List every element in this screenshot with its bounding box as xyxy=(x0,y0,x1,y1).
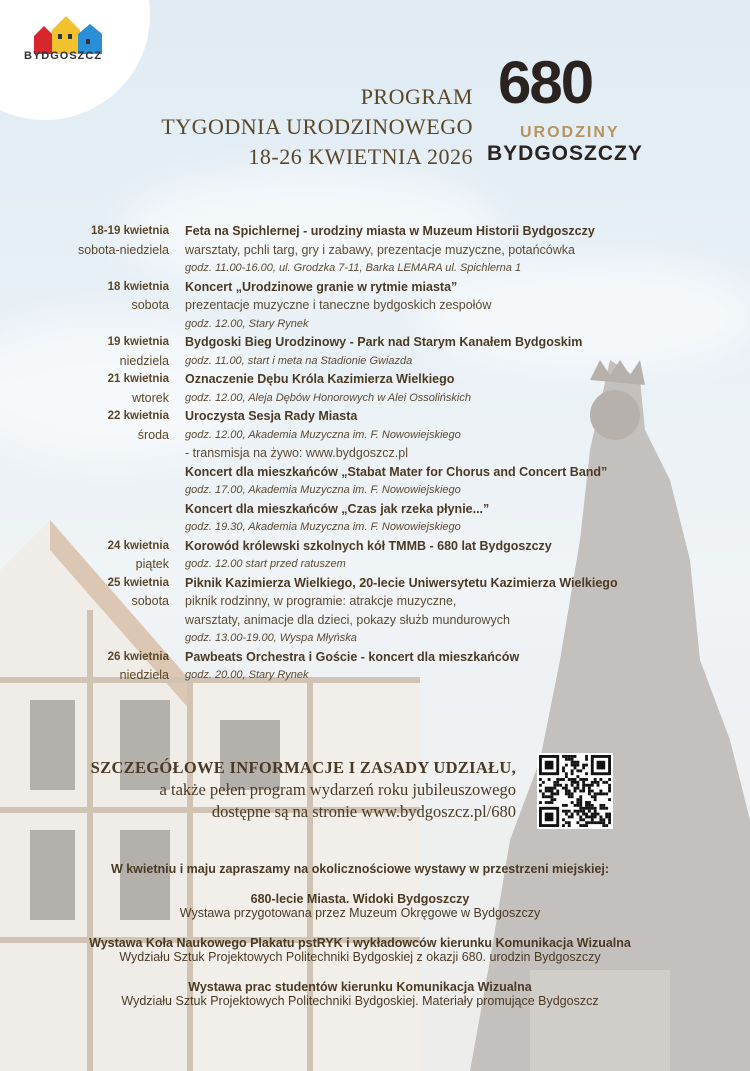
schedule-row xyxy=(60,518,720,537)
event-day: sobota xyxy=(131,594,169,609)
event-time-place: godz. 12.00, Aleja Dębów Honorowych w Alei Ossolińskich xyxy=(185,391,471,404)
badge-word-bydgoszczy: BYDGOSZCZY xyxy=(487,142,643,165)
schedule-row xyxy=(60,611,720,630)
event-time-place: godz. 13.00-19.00, Wyspa Młyńska xyxy=(185,632,357,645)
event-description: piknik rodzinny, w programie: atrakcje muzyczne, xyxy=(185,594,457,609)
event-title: Koncert „Urodzinowe granie w rytmie miasta” xyxy=(185,279,458,294)
qr-code-icon[interactable] xyxy=(537,753,613,829)
schedule-row xyxy=(60,278,720,297)
event-day: niedziela xyxy=(119,353,169,368)
schedule-row xyxy=(60,352,720,371)
anniversary-badge xyxy=(487,48,660,172)
program-subtitle: TYGODNIA URODZINOWEGO xyxy=(161,114,473,139)
schedule-row xyxy=(60,315,720,334)
event-title: Korowód królewski szkolnych kół TMMB - 680 lat Bydgoszczy xyxy=(185,538,552,553)
event-time-place: godz. 19.30, Akademia Muzyczna im. F. Nowowiejskiego xyxy=(185,521,461,534)
event-day: niedziela xyxy=(119,668,169,683)
exhibition-title: Wystawa prac studentów kierunku Komunikacja Wizualna xyxy=(188,980,532,994)
event-day: piątek xyxy=(135,557,169,572)
details-line: a także pełen program wydarzeń roku jubileuszowego xyxy=(159,780,516,799)
details-info xyxy=(91,757,516,823)
exhibition-item xyxy=(0,980,720,1008)
exhibition-item xyxy=(0,936,720,964)
program-dates: 18-26 KWIETNIA 2026 xyxy=(248,144,473,169)
event-date: 25 kwietnia xyxy=(107,576,169,589)
exhibition-text: Wystawa przygotowana przez Muzeum Okręgowe w Bydgoszczy xyxy=(179,906,541,920)
schedule-row xyxy=(60,259,720,278)
event-day: środa xyxy=(137,427,169,442)
schedule-row xyxy=(60,555,720,574)
event-schedule xyxy=(60,222,720,685)
event-description: warsztaty, pchli targ, gry i zabawy, prezentacje muzyczne, potańcówka xyxy=(185,242,575,257)
schedule-row xyxy=(60,222,720,241)
exhibition-text: Wydziału Sztuk Projektowych Politechniki Bydgoskiej z okazji 680. urodzin Bydgoszczy xyxy=(119,950,601,964)
event-time-place: godz. 11.00-16.00, ul. Grodzka 7-11, Barka LEMARA ul. Spichlerna 1 xyxy=(185,262,522,275)
program-title: PROGRAM xyxy=(360,84,473,109)
event-description: - transmisja na żywo: www.bydgoszcz.pl xyxy=(185,446,408,461)
exhibition-title: Wystawa Koła Naukowego Plakatu pstRYK i wykładowców kierunku Komunikacja Wizualna xyxy=(89,936,631,950)
event-title: Uroczysta Sesja Rady Miasta xyxy=(185,409,358,424)
event-title: Pawbeats Orchestra i Goście - koncert dla mieszkańców xyxy=(185,649,520,664)
exhibition-title: 680-lecie Miasta. Widoki Bydgoszczy xyxy=(250,892,470,906)
event-title: Oznaczenie Dębu Króla Kazimierza Wielkiego xyxy=(185,372,455,387)
event-day: sobota xyxy=(131,298,169,313)
schedule-row xyxy=(60,426,720,445)
details-heading: SZCZEGÓŁOWE INFORMACJE I ZASADY UDZIAŁU, xyxy=(90,758,516,777)
event-title: Piknik Kazimierza Wielkiego, 20-lecie Uniwersytetu Kazimierza Wielkiego xyxy=(185,575,618,590)
schedule-row xyxy=(60,648,720,667)
event-title: Koncert dla mieszkańców „Czas jak rzeka płynie...” xyxy=(185,501,490,516)
event-time-place: godz. 20.00, Stary Rynek xyxy=(185,669,309,682)
exhibition-item xyxy=(0,892,720,920)
event-time-place: godz. 12.00, Stary Rynek xyxy=(185,317,309,330)
schedule-row xyxy=(60,389,720,408)
schedule-row xyxy=(60,444,720,463)
schedule-row xyxy=(60,592,720,611)
schedule-row xyxy=(60,241,720,260)
event-description: prezentacje muzyczne i taneczne bydgoskich zespołów xyxy=(185,298,492,313)
exhibitions-intro: W kwietniu i maju zapraszamy na okolicznościowe wystawy w przestrzeni miejskiej: xyxy=(110,862,610,876)
schedule-row xyxy=(60,574,720,593)
schedule-row xyxy=(60,666,720,685)
schedule-row xyxy=(60,333,720,352)
details-website-link[interactable]: dostępne są na stronie www.bydgoszcz.pl/680 xyxy=(211,802,516,821)
event-date: 21 kwietnia xyxy=(107,373,169,386)
event-day: sobota-niedziela xyxy=(77,242,169,257)
schedule-row xyxy=(60,481,720,500)
exhibitions-section xyxy=(0,862,720,1024)
event-date: 18 kwietnia xyxy=(107,280,169,293)
event-title: Feta na Spichlernej - urodziny miasta w Muzeum Historii Bydgoszczy xyxy=(185,224,595,239)
logo-wordmark: BYDGOSZCZ xyxy=(24,50,103,62)
event-time-place: godz. 12.00, Akademia Muzyczna im. F. Nowowiejskiego xyxy=(185,428,461,441)
event-time-place: godz. 11.00, start i meta na Stadionie Gwiazda xyxy=(185,354,413,367)
event-date: 22 kwietnia xyxy=(107,410,169,423)
schedule-row xyxy=(60,537,720,556)
program-header xyxy=(161,82,473,172)
event-title: Bydgoski Bieg Urodzinowy - Park nad Starym Kanałem Bydgoskim xyxy=(185,335,583,350)
schedule-row xyxy=(60,629,720,648)
event-description: warsztaty, animacje dla dzieci, pokazy służb mundurowych xyxy=(185,612,510,627)
schedule-row xyxy=(60,296,720,315)
schedule-row xyxy=(60,463,720,482)
event-day: wtorek xyxy=(132,390,169,405)
event-time-place: godz. 12.00 start przed ratuszem xyxy=(185,558,346,571)
badge-word-urodziny: URODZINY xyxy=(520,124,620,141)
event-date: 19 kwietnia xyxy=(107,336,169,349)
badge-number: 680 xyxy=(498,49,593,116)
exhibition-text: Wydziału Sztuk Projektowych Politechniki Bydgoskiej. Materiały promujące Bydgoszcz xyxy=(121,994,599,1008)
schedule-row xyxy=(60,370,720,389)
schedule-row xyxy=(60,407,720,426)
schedule-row xyxy=(60,500,720,519)
event-date: 24 kwietnia xyxy=(107,539,169,552)
event-date: 26 kwietnia xyxy=(107,650,169,663)
event-title: Koncert dla mieszkańców „Stabat Mater for Chorus and Concert Band” xyxy=(185,464,608,479)
event-date: 18-19 kwietnia xyxy=(91,225,169,238)
event-time-place: godz. 17.00, Akademia Muzyczna im. F. Nowowiejskiego xyxy=(185,484,461,497)
